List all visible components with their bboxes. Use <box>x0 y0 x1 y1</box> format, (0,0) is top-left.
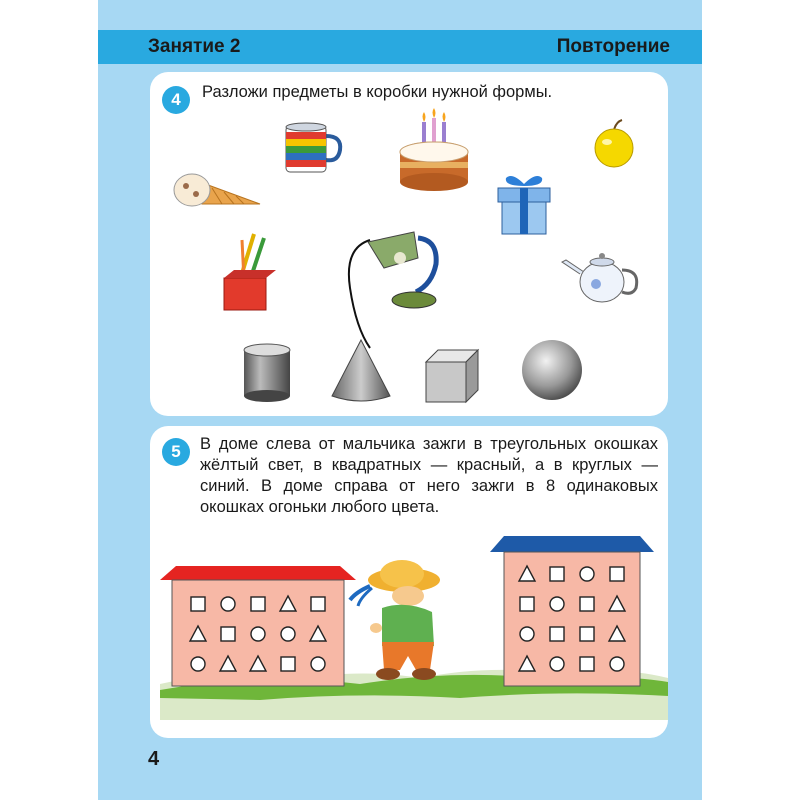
task-4-text: Разложи предметы в коробки нужной формы. <box>202 83 553 101</box>
circle-window[interactable] <box>281 627 295 641</box>
cake-icon[interactable] <box>396 112 472 192</box>
cube-shape[interactable] <box>422 348 482 404</box>
square-window[interactable] <box>550 567 564 581</box>
cylinder-shape[interactable] <box>238 342 298 404</box>
topic-title: Повторение <box>556 36 670 57</box>
pencil-cup-icon[interactable] <box>220 230 276 314</box>
boy-illustration <box>346 556 454 686</box>
apple-icon[interactable] <box>592 120 636 168</box>
teapot-icon[interactable] <box>560 244 644 306</box>
ice-cream-cone-icon[interactable] <box>172 164 264 214</box>
lesson-title: Занятие 2 <box>148 36 241 57</box>
circle-window[interactable] <box>520 627 534 641</box>
circle-window[interactable] <box>221 597 235 611</box>
square-window[interactable] <box>580 597 594 611</box>
task-5-number: 5 <box>162 438 190 466</box>
circle-window[interactable] <box>251 627 265 641</box>
circle-window[interactable] <box>550 657 564 671</box>
circle-window[interactable] <box>550 597 564 611</box>
square-window[interactable] <box>580 657 594 671</box>
cone-shape[interactable] <box>330 338 392 404</box>
left-house <box>160 566 356 688</box>
square-window[interactable] <box>251 597 265 611</box>
gift-box-icon[interactable] <box>494 170 554 236</box>
square-window[interactable] <box>550 627 564 641</box>
square-window[interactable] <box>281 657 295 671</box>
square-window[interactable] <box>580 627 594 641</box>
circle-window[interactable] <box>191 657 205 671</box>
right-house <box>490 536 654 688</box>
sphere-shape[interactable] <box>520 338 584 402</box>
square-window[interactable] <box>221 627 235 641</box>
square-window[interactable] <box>610 567 624 581</box>
right-house-roof <box>490 536 654 552</box>
square-window[interactable] <box>520 597 534 611</box>
circle-window[interactable] <box>311 657 325 671</box>
square-window[interactable] <box>191 597 205 611</box>
task-4-number: 4 <box>162 86 190 114</box>
left-house-roof <box>160 566 356 580</box>
page-number: 4 <box>148 748 160 770</box>
circle-window[interactable] <box>580 567 594 581</box>
circle-window[interactable] <box>610 657 624 671</box>
square-window[interactable] <box>311 597 325 611</box>
page-header <box>98 30 702 64</box>
task-5-text: В доме слева от мальчика зажги в треугольных окошках жёлтый свет, в квадратных — красный, а в круглых — синий. В доме справа от него зажги в 8 одинаковых окошках огоньки любого цвета. <box>200 435 658 516</box>
mug-icon[interactable] <box>282 122 344 176</box>
